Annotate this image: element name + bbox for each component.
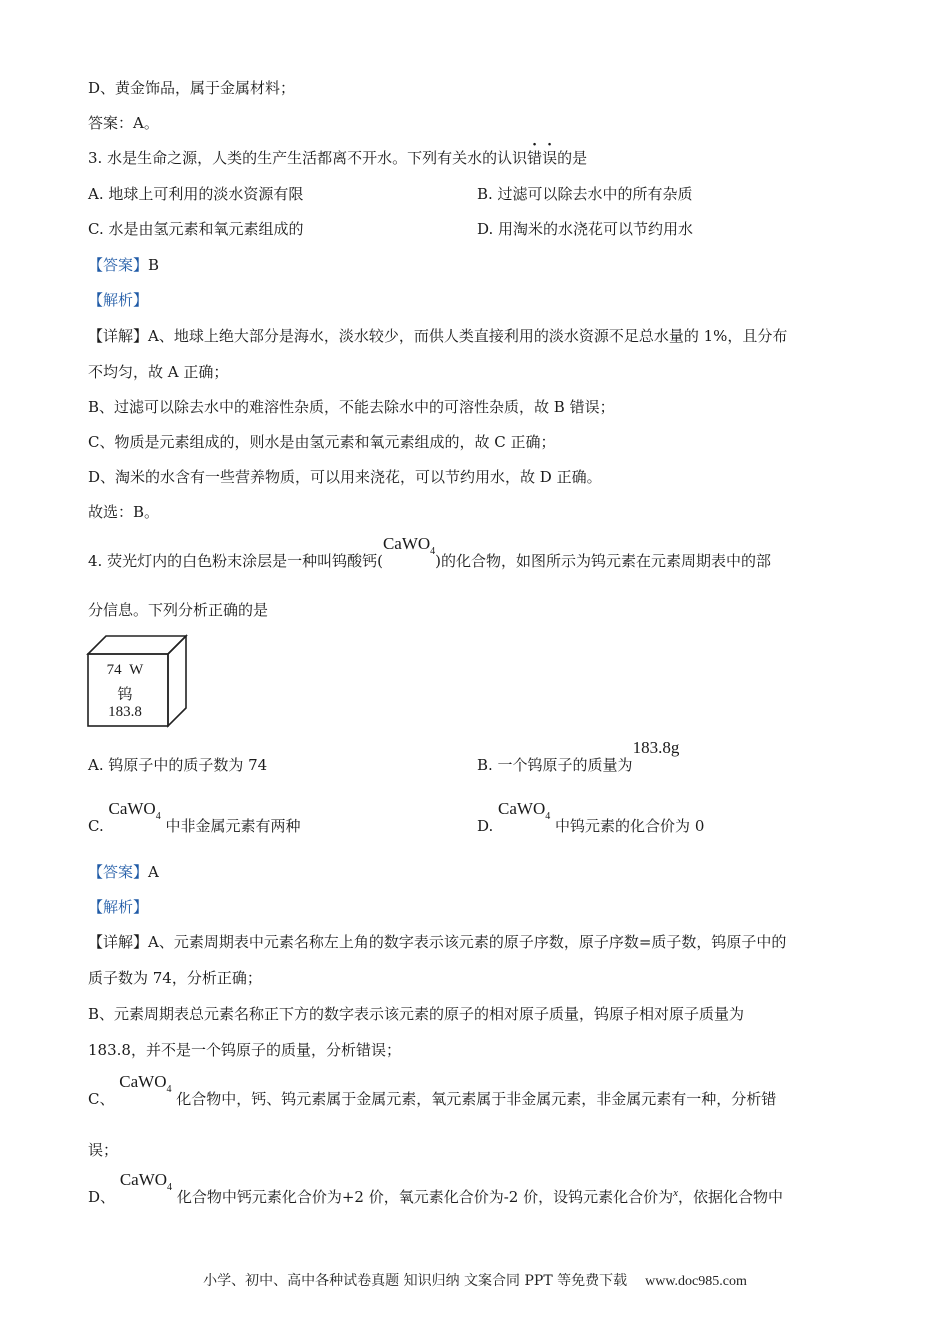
footer-url[interactable]: www.doc985.com — [645, 1274, 747, 1289]
q3-stem-post: 的是 — [557, 149, 588, 167]
q3-detail-c: C、物质是元素组成的，则水是由氢元素和氧元素组成的，故 C 正确； — [88, 433, 556, 451]
formula-main: CaWO — [119, 1170, 168, 1189]
q3-detail-b: B、过滤可以除去水中的难溶性杂质，不能去除水中的可溶性杂质，故 B 错误； — [88, 398, 615, 416]
q4-analysis-tag — [88, 897, 148, 917]
element-name: 钨 — [117, 687, 133, 703]
q4-option-d — [477, 799, 705, 839]
q3-stem — [88, 148, 587, 168]
q3-option-a: A. 地球上可利用的淡水资源有限 — [88, 185, 304, 203]
q3-answer-value: B — [148, 256, 160, 274]
formula-main: CaWO — [498, 799, 546, 818]
element-number: 74 — [106, 662, 122, 678]
q4-option-b-value: 183.8g — [632, 738, 680, 757]
q4-detail-d-tail: ，依据化合物中 — [677, 1188, 783, 1206]
q3-option-c: C. 水是由氢元素和氧元素组成的 — [88, 220, 304, 238]
q4-detail-d-label: D、 — [88, 1188, 116, 1206]
q4-detail-d-line1 — [88, 1170, 783, 1210]
q4-answer-tag: 【答案】 — [88, 863, 149, 881]
q3-stem-emphasis-2: 误 — [542, 149, 558, 167]
q3-analysis-tag — [88, 290, 148, 310]
q4-option-a: A. 钨原子中的质子数为 74 — [88, 756, 268, 774]
q3-stem-emphasis-1: 错 — [527, 149, 543, 167]
element-symbol: W — [129, 662, 144, 678]
q3-detail-tag: 【详解】 — [88, 327, 149, 345]
q4-stem-line1 — [88, 534, 772, 574]
formula-sub: 4 — [545, 811, 551, 822]
q4-stem-post: )的化合物，如图所示为钨元素在元素周期表中的部 — [435, 552, 772, 570]
q4-option-d-text: 中钨元素的化合价为 0 — [555, 817, 705, 835]
element-mass: 183.8 — [108, 704, 142, 720]
q4-analysis-label: 【解析】 — [88, 898, 149, 916]
q4-option-c-text: 中非金属元素有两种 — [165, 817, 301, 835]
q4-detail-b-line2: 183.8，并不是一个钨原子的质量，分析错误； — [88, 1041, 401, 1059]
formula-main: CaWO — [108, 799, 156, 818]
q4-detail-a-line2: 质子数为 74，分析正确； — [88, 969, 262, 987]
q4-stem-line2: 分信息。下列分析正确的是 — [88, 601, 269, 619]
q4-option-c-label: C. — [88, 817, 104, 835]
q3-detail-a-text: A、地球上绝大部分是海水，淡水较少，而供人类直接利用的淡水资源不足总水量的 1%，且分布 — [148, 327, 788, 345]
q4-option-c-formula — [108, 799, 161, 839]
q4-detail-a-text: A、元素周期表中元素名称左上角的数字表示该元素的原子序数，原子序数=质子数，钨原子中的 — [148, 933, 787, 951]
formula-main: CaWO — [119, 1072, 167, 1091]
q4-detail-c-label: C、 — [88, 1090, 115, 1108]
cube-side-face — [168, 636, 186, 726]
q4-detail-c-formula — [119, 1072, 172, 1112]
q3-analysis-label: 【解析】 — [88, 291, 149, 309]
q3-option-d: D. 用淘米的水浇花可以节约用水 — [477, 220, 694, 238]
formula-sub: 4 — [155, 811, 161, 822]
q4-detail-c-line2: 误； — [88, 1141, 119, 1159]
q3-stem-pre: 3. 水是生命之源，人类的生产生活都离不开水。下列有关水的认识 — [88, 149, 528, 167]
formula-main: CaWO — [382, 534, 431, 553]
q3-option-b: B. 过滤可以除去水中的所有杂质 — [477, 185, 693, 203]
q3-answer-tag: 【答案】 — [88, 256, 149, 274]
q2-answer: 答案：A。 — [88, 114, 159, 132]
q2-option-d: D、黄金饰品，属于金属材料； — [88, 79, 296, 97]
element-number-symbol — [90, 662, 160, 679]
footer-text: 小学、初中、高中各种试卷真题 知识归纳 文案合同 PPT 等免费下载 — [203, 1273, 628, 1289]
q4-stem-pre: 4. 荧光灯内的白色粉末涂层是一种叫钨酸钙( — [88, 552, 383, 570]
page-footer — [0, 1270, 950, 1290]
q3-conclusion: 故选：B。 — [88, 503, 160, 521]
q3-detail-d: D、淘米的水含有一些营养物质，可以用来浇花，可以节约用水，故 D 正确。 — [88, 468, 602, 486]
q4-option-b — [477, 738, 680, 775]
q4-detail-d-variable: x — [673, 1187, 678, 1199]
q4-detail-c-line1 — [88, 1072, 777, 1112]
q3-detail-a-line1 — [88, 326, 787, 346]
q4-detail-a-line1 — [88, 932, 786, 952]
q4-option-d-label: D. — [477, 817, 494, 835]
q4-answer-value: A — [148, 863, 159, 881]
formula-sub: 4 — [430, 546, 436, 557]
q4-stem-formula — [382, 534, 436, 574]
q3-answer — [88, 255, 159, 275]
q4-option-c — [88, 799, 301, 839]
q4-answer — [88, 862, 159, 882]
formula-sub: 4 — [166, 1084, 172, 1095]
q4-detail-d-formula — [119, 1170, 173, 1210]
q4-detail-c-text: 化合物中，钙、钨元素属于金属元素，氧元素属于非金属元素，非金属元素有一种，分析错 — [176, 1090, 777, 1108]
q4-detail-tag: 【详解】 — [88, 933, 149, 951]
q4-detail-d-text: 化合物中钙元素化合价为+2 价，氧元素化合价为-2 价，设钨元素化合价为 — [176, 1188, 674, 1206]
q4-option-d-formula — [498, 799, 551, 839]
q3-detail-a-line2: 不均匀，故 A 正确； — [88, 363, 229, 381]
q4-detail-b-line1: B、元素周期表总元素名称正下方的数字表示该元素的原子的相对原子质量，钨原子相对原子质量为 — [88, 1005, 745, 1023]
formula-sub: 4 — [167, 1182, 173, 1193]
q4-option-b-text: B. 一个钨原子的质量为 — [477, 756, 633, 774]
